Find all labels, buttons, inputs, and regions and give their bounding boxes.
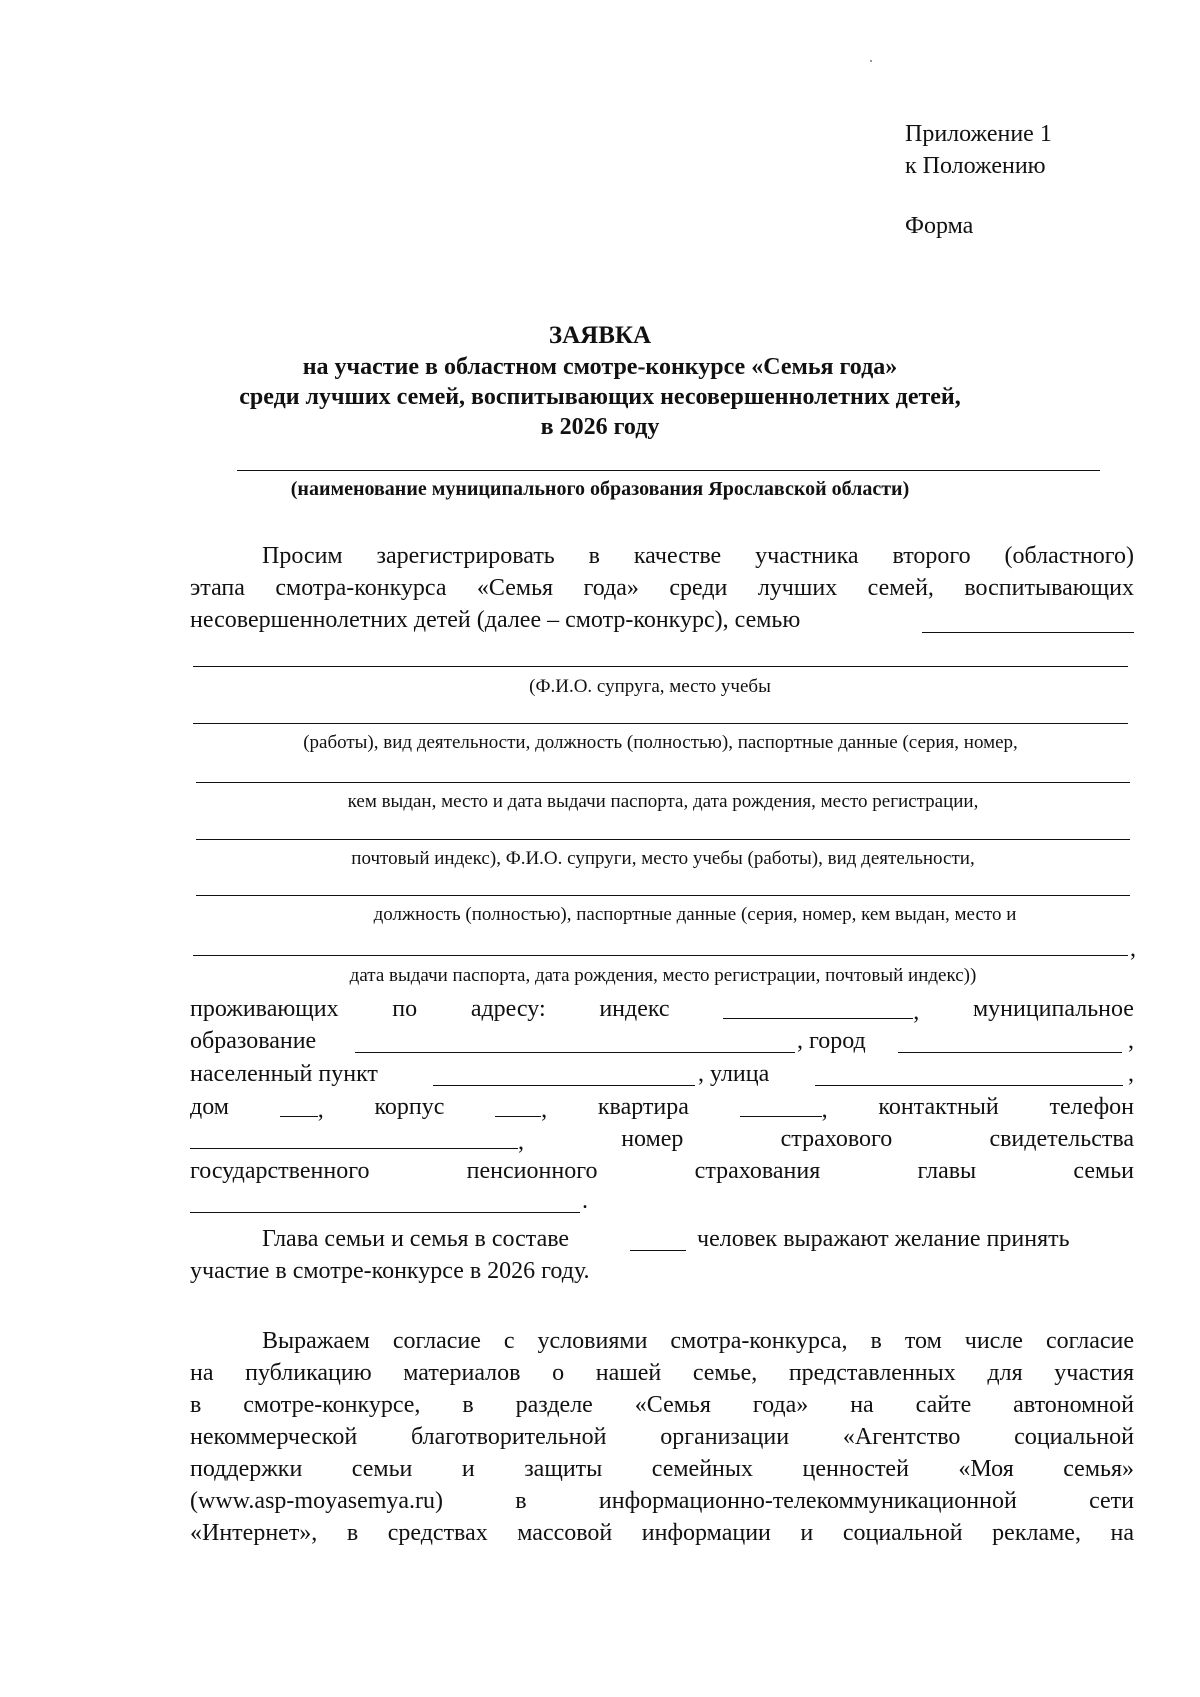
- address-word: семьи: [1073, 1158, 1134, 1184]
- request-text-line: несовершеннолетних детей (далее – смотр-конкурс), семью: [190, 607, 801, 633]
- index-field[interactable]: ,: [723, 996, 919, 1026]
- spouse-caption: (работы), вид деятельности, должность (полностью), паспортные данные (серия, номер,: [303, 732, 1018, 753]
- form-label: Форма: [905, 213, 974, 239]
- spouse-info-blank-line[interactable]: [193, 723, 1128, 724]
- pension-number-field[interactable]: [190, 1190, 580, 1213]
- address-word: свидетельства: [989, 1126, 1134, 1152]
- address-word: страхового: [780, 1126, 893, 1152]
- apartment-field[interactable]: ,: [740, 1094, 828, 1124]
- address-word: корпус: [374, 1094, 445, 1120]
- composition-text: человек выражают желание принять: [697, 1226, 1070, 1252]
- appendix-label: Приложение 1: [905, 121, 1052, 147]
- document-subtitle-line: среди лучших семей, воспитывающих несовершеннолетних детей,: [239, 384, 961, 410]
- spouse-info-blank-line[interactable]: [193, 666, 1128, 667]
- scan-speck: [870, 60, 872, 62]
- member-count-field[interactable]: [630, 1228, 686, 1251]
- address-word: телефон: [1049, 1094, 1134, 1120]
- address-word: проживающих: [190, 996, 339, 1022]
- address-word: главы: [917, 1158, 977, 1184]
- address-word: дом: [190, 1094, 229, 1120]
- consent-text-line: «Интернет», в средствах массовой информации и социальной рекламе, на: [190, 1520, 1134, 1546]
- address-word: страхования: [694, 1158, 821, 1184]
- consent-text-line: поддержки семьи и защиты семейных ценностей «Моя семья»: [190, 1456, 1134, 1482]
- request-text-line: Просим зарегистрировать в качестве участника второго (областного): [262, 543, 1134, 569]
- spouse-caption: кем выдан, место и дата выдачи паспорта, дата рождения, место регистрации,: [347, 791, 979, 812]
- address-word: контактный: [878, 1094, 999, 1120]
- settlement-field[interactable]: [433, 1063, 695, 1086]
- address-word: государственного: [190, 1158, 370, 1184]
- municipality-caption: (наименование муниципального образования Ярославской области): [290, 478, 910, 500]
- composition-text: Глава семьи и семья в составе: [262, 1226, 570, 1252]
- municipality-field[interactable]: [355, 1030, 795, 1053]
- spouse-caption: дата выдачи паспорта, дата рождения, место регистрации, почтовый индекс)): [349, 965, 977, 986]
- phone-field[interactable]: ,: [190, 1126, 524, 1156]
- address-word: по: [392, 996, 418, 1022]
- address-word: индекс: [599, 996, 670, 1022]
- trailing-comma: ,: [1130, 936, 1136, 962]
- street-field[interactable]: [815, 1063, 1123, 1086]
- request-text-line: этапа смотра-конкурса «Семья года» среди лучших семей, воспитывающих: [190, 575, 1134, 601]
- building-field[interactable]: ,: [495, 1094, 547, 1124]
- spouse-caption: почтовый индекс), Ф.И.О. супруги, место учебы (работы), вид деятельности,: [351, 848, 975, 869]
- trailing-comma: ,: [1128, 1028, 1134, 1054]
- address-word: муниципальное: [972, 996, 1134, 1022]
- spouse-info-blank-line[interactable]: [193, 955, 1128, 956]
- appendix-reference: к Положению: [905, 153, 1046, 179]
- spouse-caption: должность (полностью), паспортные данные (серия, номер, кем выдан, место и: [373, 904, 1017, 925]
- consent-text-line: Выражаем согласие с условиями смотра-конкурса, в том числе согласие: [262, 1328, 1134, 1354]
- address-word: пенсионного: [466, 1158, 598, 1184]
- family-name-blank-line[interactable]: [922, 632, 1134, 633]
- trailing-comma: ,: [1128, 1061, 1134, 1087]
- address-line-5: [190, 1126, 1134, 1156]
- address-word: адресу:: [470, 996, 546, 1022]
- spouse-caption: (Ф.И.О. супруга, место учебы: [529, 676, 771, 697]
- document-subtitle-line: в 2026 году: [540, 414, 660, 440]
- municipality-blank-line[interactable]: [237, 470, 1100, 471]
- document-heading: ЗАЯВКА: [548, 322, 652, 349]
- house-field[interactable]: ,: [280, 1094, 324, 1124]
- spouse-info-blank-line[interactable]: [196, 895, 1130, 896]
- document-subtitle-line: на участие в областном смотре-конкурсе «Семья года»: [302, 354, 898, 380]
- address-line-1: [190, 996, 1134, 1026]
- consent-text-line: (www.asp-moyasemya.ru) в информационно-телекоммуникационной сети: [190, 1488, 1134, 1514]
- spouse-info-blank-line[interactable]: [196, 782, 1130, 783]
- composition-text: участие в смотре-конкурсе в 2026 году.: [190, 1258, 590, 1284]
- consent-text-line: некоммерческой благотворительной организации «Агентство социальной: [190, 1424, 1134, 1450]
- address-line-4: [190, 1094, 1134, 1124]
- address-word: , город: [797, 1028, 866, 1054]
- city-field[interactable]: [898, 1030, 1122, 1053]
- address-word: номер: [621, 1126, 684, 1152]
- consent-text-line: в смотре-конкурсе, в разделе «Семья года» на сайте автономной: [190, 1392, 1134, 1418]
- address-word: образование: [190, 1028, 317, 1054]
- consent-text-line: на публикацию материалов о нашей семье, представленных для участия: [190, 1360, 1134, 1386]
- address-line-6: [190, 1158, 1134, 1185]
- address-word: , улица: [698, 1061, 770, 1087]
- address-word: населенный пункт: [190, 1061, 378, 1087]
- address-word: квартира: [597, 1094, 689, 1120]
- spouse-info-blank-line[interactable]: [196, 839, 1130, 840]
